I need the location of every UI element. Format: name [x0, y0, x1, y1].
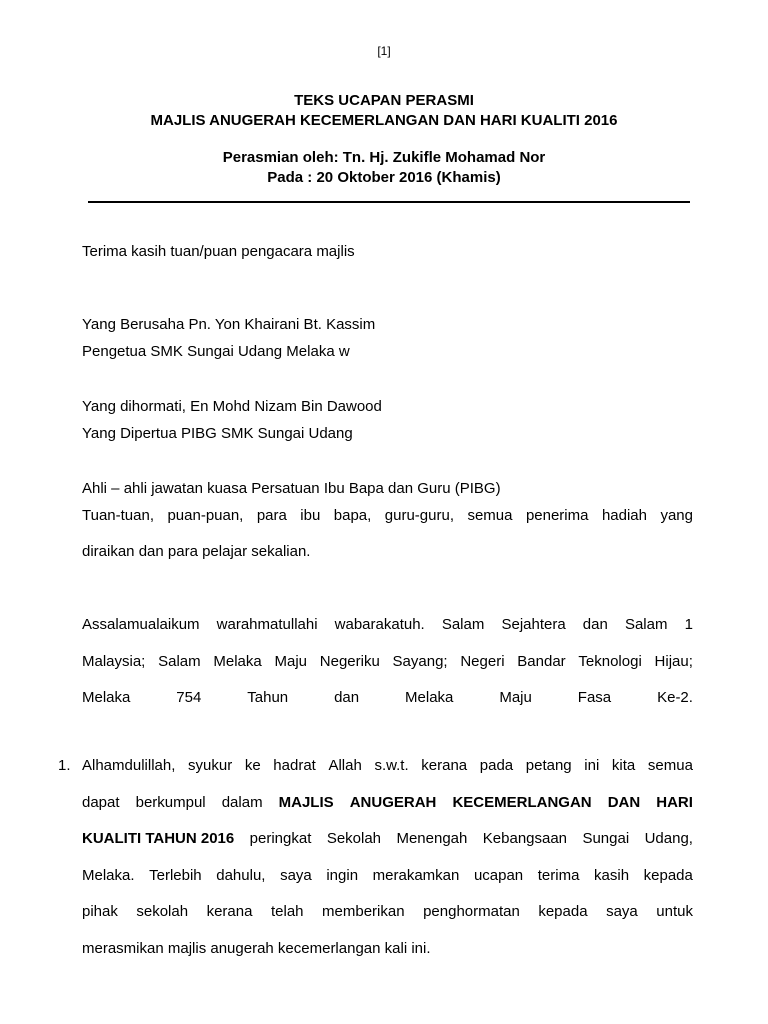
word: 754 [176, 689, 202, 706]
word: saya [280, 867, 312, 884]
dignitary-1-name: Yang Berusaha Pn. Yon Khairani Bt. Kassim [82, 316, 376, 333]
word: Hijau; [654, 653, 693, 670]
page-number: [1] [377, 44, 391, 58]
word: Alhamdulillah, [82, 757, 176, 774]
word: penerima [525, 507, 589, 524]
word: HARI [656, 794, 693, 811]
word: Melaka [405, 689, 454, 706]
word: Ke-2. [657, 689, 693, 706]
word: dan [334, 689, 360, 706]
word: ke [244, 757, 261, 774]
word: Melaka [82, 689, 131, 706]
word: puan-puan, [167, 507, 244, 524]
word: penghormatan [423, 903, 520, 920]
word: Salam [624, 616, 668, 633]
officiation-info [0, 148, 768, 188]
document-title: TEKS UCAPAN PERASMI [294, 92, 474, 109]
word: sekolah [136, 903, 189, 920]
audience-line-2 [82, 506, 693, 526]
word: hadrat [273, 757, 316, 774]
dignitary-2-name: Yang dihormati, En Mohd Nizam Bin Dawood [82, 398, 382, 415]
word: Tahun [247, 689, 289, 706]
paragraph-line-3 [82, 829, 693, 849]
word: guru-guru, [384, 507, 454, 524]
salutation-line-1 [82, 615, 693, 635]
word: syukur [188, 757, 233, 774]
paragraph-line-1 [82, 756, 693, 776]
word: Sejahtera [501, 616, 566, 633]
word: Salam [441, 616, 485, 633]
word: Negeriku [319, 653, 380, 670]
date-line: Pada : 20 Oktober 2016 (Khamis) [267, 169, 501, 186]
word: Sungai [582, 830, 630, 847]
word: merakamkan [372, 867, 460, 884]
header-divider [88, 201, 690, 203]
dignitary-1-title: Pengetua SMK Sungai Udang Melaka w [82, 343, 350, 360]
word: dahulu, [216, 867, 266, 884]
word: dapat [82, 794, 120, 811]
paragraph-number: 1. [58, 757, 71, 774]
word: Sekolah [326, 830, 382, 847]
word: Maju [274, 653, 308, 670]
word: Udang, [644, 830, 693, 847]
word: hadiah [601, 507, 647, 524]
word: para [256, 507, 287, 524]
word: Melaka. [82, 867, 135, 884]
word: dan [582, 616, 608, 633]
word: kerana [206, 903, 253, 920]
paragraph-line-4 [82, 866, 693, 886]
word: kerana [421, 757, 468, 774]
paragraph-line-5 [82, 902, 693, 922]
audience-line-1: Ahli – ahli jawatan kuasa Persatuan Ibu Bapa dan Guru (PIBG) [82, 480, 501, 497]
word: Assalamualaikum [82, 616, 200, 633]
word: yang [660, 507, 693, 524]
salutation-line-2 [82, 652, 693, 672]
dignitary-2-title: Yang Dipertua PIBG SMK Sungai Udang [82, 425, 353, 442]
word: petang [525, 757, 572, 774]
word: Maju [499, 689, 532, 706]
document-header [0, 91, 768, 131]
word: Terlebih [149, 867, 202, 884]
word: Negeri [460, 653, 505, 670]
word: pihak [82, 903, 118, 920]
word: terima [537, 867, 580, 884]
word: kepada [643, 867, 693, 884]
word: s.w.t. [374, 757, 409, 774]
word: kasih [594, 867, 630, 884]
salutation-line-3 [82, 688, 693, 708]
word: Tuan-tuan, [82, 507, 154, 524]
word: semua [467, 507, 513, 524]
paragraph-line-6: merasmikan majlis anugerah kecemerlangan kali ini. [82, 940, 431, 957]
word: Fasa [577, 689, 612, 706]
word: pada [479, 757, 514, 774]
word: 1 [684, 616, 693, 633]
word: peringkat [249, 830, 312, 847]
word: KECEMERLANGAN [452, 794, 592, 811]
word: wabarakatuh. [334, 616, 425, 633]
event-name-bold: KUALITI TAHUN 2016 [82, 830, 235, 847]
paragraph-line-2 [82, 793, 693, 813]
word: bapa, [333, 507, 372, 524]
word: Salam [158, 653, 201, 670]
word: Sayang; [392, 653, 448, 670]
word: Teknologi [578, 653, 642, 670]
word: Menengah [396, 830, 468, 847]
word: saya [606, 903, 638, 920]
word: ingin [326, 867, 359, 884]
greeting-line: Terima kasih tuan/puan pengacara majlis [82, 243, 355, 260]
word: ucapan [473, 867, 524, 884]
word: Kebangsaan [482, 830, 568, 847]
word: DAN [607, 794, 641, 811]
word: memberikan [322, 903, 405, 920]
word: kepada [538, 903, 588, 920]
word: ini [584, 757, 600, 774]
word: Allah [328, 757, 362, 774]
audience-line-3: diraikan dan para pelajar sekalian. [82, 543, 311, 560]
word: ibu [300, 507, 321, 524]
word: semua [647, 757, 693, 774]
word: MAJLIS [278, 794, 334, 811]
word: untuk [656, 903, 693, 920]
word: ANUGERAH [349, 794, 437, 811]
word: Melaka [213, 653, 262, 670]
word: berkumpul [135, 794, 206, 811]
word: warahmatullahi [216, 616, 318, 633]
word: telah [270, 903, 304, 920]
officiator-line: Perasmian oleh: Tn. Hj. Zukifle Mohamad Nor [222, 149, 546, 166]
word: kita [611, 757, 636, 774]
word: dalam [221, 794, 263, 811]
word: Bandar [517, 653, 566, 670]
event-title: MAJLIS ANUGERAH KECEMERLANGAN DAN HARI KUALITI 2016 [150, 112, 618, 129]
word: Malaysia; [82, 653, 146, 670]
